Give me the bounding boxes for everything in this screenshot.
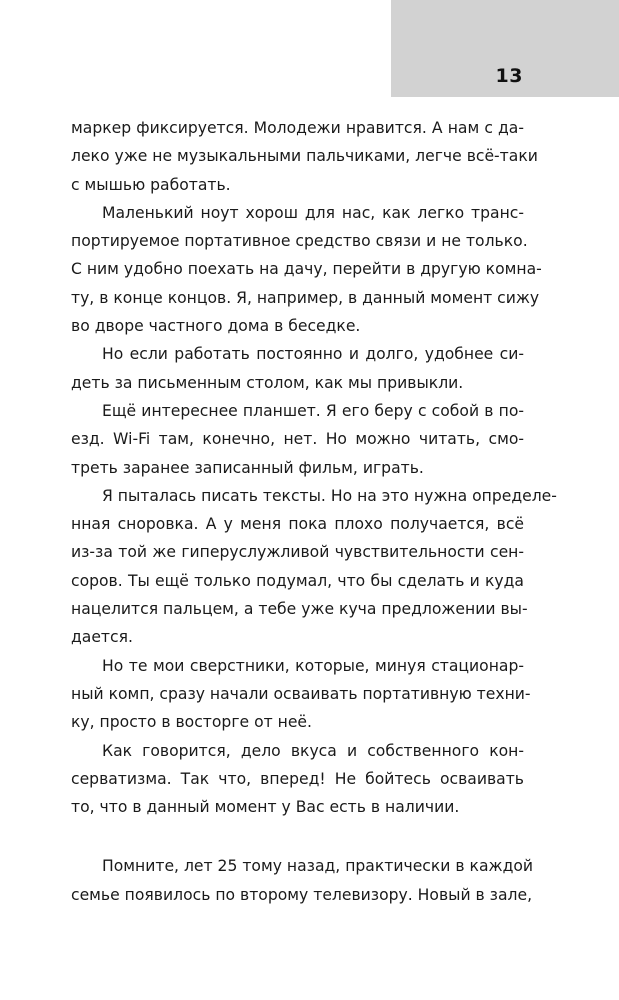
text-line: ку, просто в восторге от неё. — [71, 713, 312, 732]
paragraph — [71, 737, 524, 822]
text-line: С ним удобно поехать на дачу, перейти в другую комна- — [71, 260, 542, 279]
text-line: семье появилось по второму телевизору. Новый в зале, — [71, 885, 533, 904]
paragraph — [71, 652, 531, 737]
text-line: Как говорится, дело вкуса и собственного кон- — [102, 741, 524, 760]
paragraph — [71, 852, 534, 909]
text-line: портируемое портативное средство связи и не только. — [71, 232, 528, 251]
text-line: езд. Wi-Fi там, конечно, нет. Но можно читать, смо- — [71, 430, 524, 449]
text-line: ту, в конце концов. Я, например, в данный момент сижу — [71, 288, 540, 307]
text-line: соров. Ты ещё только подумал, что бы сделать и куда — [71, 571, 524, 590]
text-line: серватизма. Так что, вперед! Не бойтесь осваивать — [71, 769, 524, 788]
body-text — [71, 114, 557, 909]
text-line: дается. — [71, 628, 133, 647]
text-line: ный комп, сразу начали осваивать портативную техни- — [71, 684, 531, 703]
text-line: Помните, лет 25 тому назад, практически в каждой — [102, 857, 534, 876]
text-line: то, что в данный момент у Вас есть в наличии. — [71, 798, 460, 817]
text-line: Ещё интереснее планшет. Я его беру с собой в по- — [102, 401, 524, 420]
page-number: 13 — [495, 65, 523, 87]
text-line: треть заранее записанный фильм, играть. — [71, 458, 424, 477]
text-line: леко уже не музыкальными пальчиками, легче всё-таки — [71, 147, 538, 166]
text-line: Маленький ноут хорош для нас, как легко транс- — [102, 203, 524, 222]
paragraph — [71, 114, 538, 199]
paragraph — [71, 482, 557, 652]
text-line: с мышью работать. — [71, 175, 231, 194]
text-line: деть за письменным столом, как мы привыкли. — [71, 373, 464, 392]
text-line: Я пыталась писать тексты. Но на это нужна определе- — [102, 486, 557, 505]
text-line: нацелится пальцем, а тебе уже куча предложении вы- — [71, 600, 528, 619]
text-line: Но если работать постоянно и долго, удобнее си- — [102, 345, 524, 364]
text-line: Но те мои сверстники, которые, минуя стационар- — [102, 656, 524, 675]
text-line: маркер фиксируется. Молодежи нравится. А нам с да- — [71, 119, 524, 137]
text-line: нная сноровка. А у меня пока плохо получается, всё — [71, 515, 524, 534]
text-line: из-за той же гиперуслужливой чувствительности сен- — [71, 543, 524, 562]
paragraph — [71, 199, 542, 340]
text-line: во дворе частного дома в беседке. — [71, 317, 361, 336]
paragraph — [71, 340, 524, 397]
paragraph — [71, 397, 524, 482]
